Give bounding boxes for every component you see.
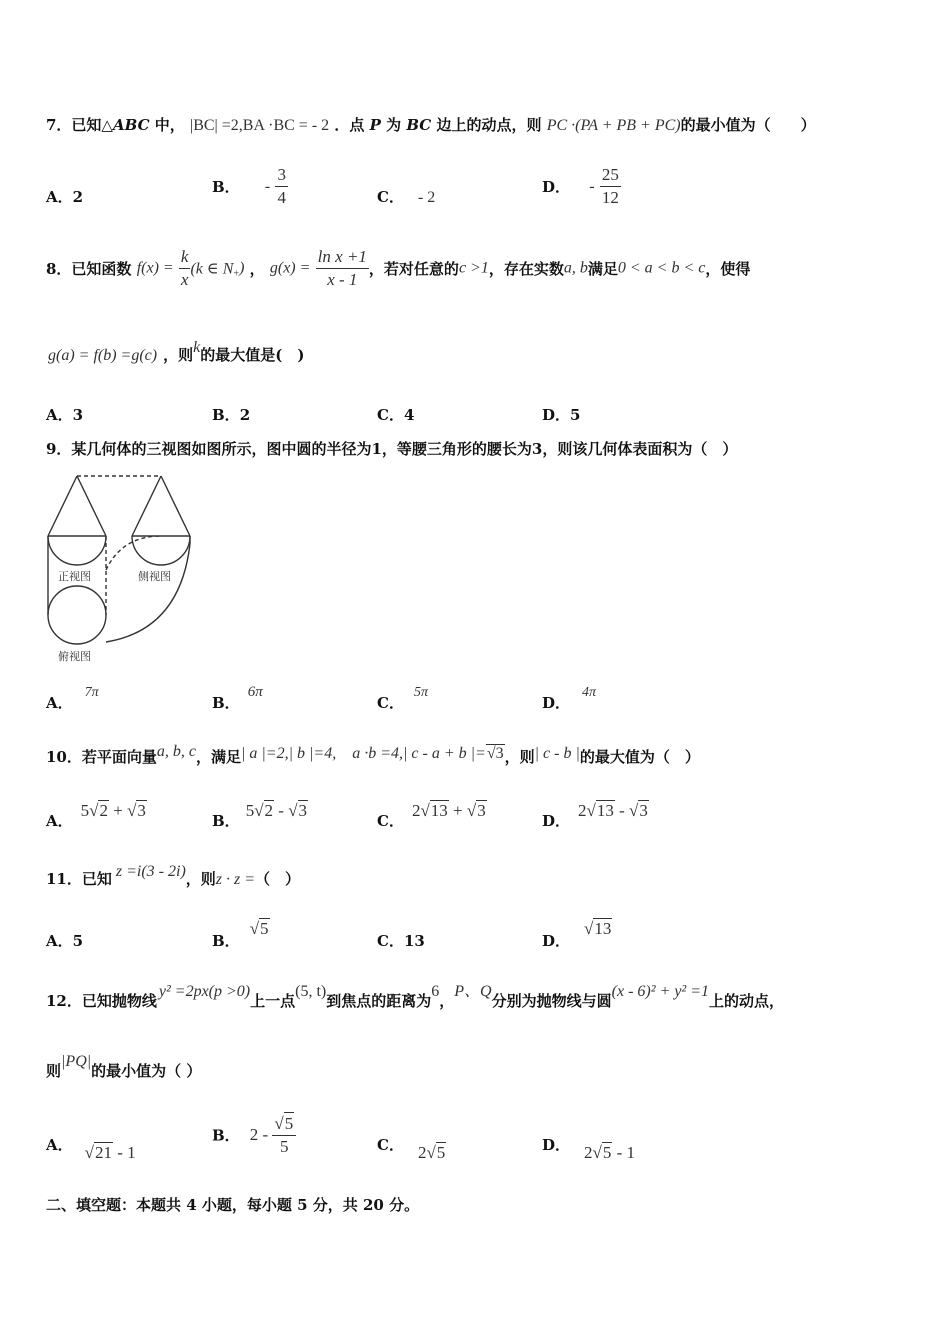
q12-stem-line2: 则|PQ|的最小值为（ ）: [46, 1053, 202, 1080]
q8-option-c[interactable]: C．4: [377, 406, 415, 424]
front-semicircle: [48, 536, 106, 565]
q9-option-b[interactable]: B．6π: [212, 684, 263, 712]
q7-option-b[interactable]: B． - $\frac{3}{4}$: [212, 165, 286, 207]
q9-option-c[interactable]: C．5π: [377, 685, 428, 712]
q7-condition: |BC| =2,BA ·BC = - 2: [190, 117, 330, 134]
front-view-label: 正视图: [58, 570, 91, 583]
q12-option-a[interactable]: A． √21 - 1: [46, 1136, 136, 1162]
q8-option-b[interactable]: B．2: [212, 406, 251, 424]
projection-arc-solid: [106, 544, 190, 642]
side-triangle-right: [161, 476, 190, 536]
q7-b-fraction: $\frac{3}{4}$: [277, 165, 286, 207]
q10-option-b[interactable]: B．5√2 - √3: [212, 801, 308, 830]
q7-expression: PC ·(PA + PB + PC): [546, 117, 681, 134]
q7-d-fraction: $\frac{25}{12}$: [601, 165, 619, 207]
q11-option-d[interactable]: D．√13: [542, 919, 612, 950]
q7-stem: 7．已知△ABC 中， |BC| =2,BA ·BC = - 2 ．点 P 为 BC 边上的动点，则 PC ·(PA + PB + PC)的最小值为（ ）: [46, 116, 816, 134]
q11-option-b[interactable]: B．√5: [212, 919, 269, 950]
front-triangle-right: [77, 476, 106, 536]
q11-option-c[interactable]: C．13: [377, 932, 425, 950]
q7-option-d[interactable]: D． - $\frac{25}{12}$: [542, 165, 619, 207]
q11-stem: 11．已知 z =i(3 - 2i)，则z · z =（ ）: [46, 863, 301, 888]
top-view-label: 俯视图: [58, 650, 91, 663]
side-triangle-left: [132, 476, 161, 536]
q10-option-c[interactable]: C．2√13 + √3: [377, 801, 486, 830]
q8-f-fraction: $\frac{k}{x}$: [180, 247, 189, 289]
q9-option-d[interactable]: D．4π: [542, 685, 597, 712]
q7-option-c[interactable]: C． - 2: [377, 188, 436, 206]
q11-option-a[interactable]: A．5: [46, 932, 84, 950]
q12-option-b[interactable]: B． 2 - $\frac{√5}{5}$: [212, 1112, 296, 1158]
q10-option-a[interactable]: A．5√2 + √3: [46, 801, 146, 830]
q9-option-a[interactable]: A．7π: [46, 685, 99, 712]
section-2-heading: 二、填空题：本题共 4 小题，每小题 5 分，共 20 分。: [46, 1196, 420, 1214]
q8-g-fraction: $\frac{\text{ln x +1}}{x - 1}$: [317, 247, 367, 289]
q8-stem: 8．已知函数 f(x) = $\frac{k}{x}$ (k ∈ $N_+$) ， g(x) = $\frac{\text{ln x +1}}{x - 1}$ ，若对任意的c >1，存在实数a, b满足0 < a < b < c，使得: [46, 247, 751, 289]
projection-arc-dashed: [106, 536, 161, 570]
q9-three-view-figure: [40, 470, 200, 666]
q12-stem: 12．已知抛物线y² =2px(p >0)上一点(5, t)到焦点的距离为6，P、Q分别为抛物线与圆(x - 6)² + y² =1上的动点，: [46, 983, 785, 1010]
q10-option-d[interactable]: D．2√13 - √3: [542, 801, 648, 830]
side-view-label: 侧视图: [138, 570, 171, 583]
front-triangle-left: [48, 476, 77, 536]
q8-option-a[interactable]: A．3: [46, 406, 84, 424]
q7-option-a[interactable]: A．2: [46, 188, 84, 206]
q10-stem: 10．若平面向量a, b, c，满足| a |=2,| b |=4, a ·b =4,| c - a + b |=√3，则| c - b |的最大值为（ ）: [46, 743, 700, 766]
q9-stem: 9．某几何体的三视图如图所示，图中圆的半径为1，等腰三角形的腰长为3，则该几何体表面积为（ ）: [46, 440, 738, 458]
side-semicircle: [132, 536, 190, 565]
q8-option-d[interactable]: D．5: [542, 406, 581, 424]
q8-stem-line2: g(a) = f(b) =g(c) ，则k的最大值是( ): [48, 339, 305, 364]
top-view-circle: [48, 586, 106, 644]
q12-option-c[interactable]: C． 2√5: [377, 1136, 446, 1162]
q12-b-fraction: $\frac{√5}{5}$: [272, 1112, 296, 1158]
q10-sqrt3: √3: [486, 745, 504, 762]
q12-option-d[interactable]: D． 2√5 - 1: [542, 1136, 636, 1162]
